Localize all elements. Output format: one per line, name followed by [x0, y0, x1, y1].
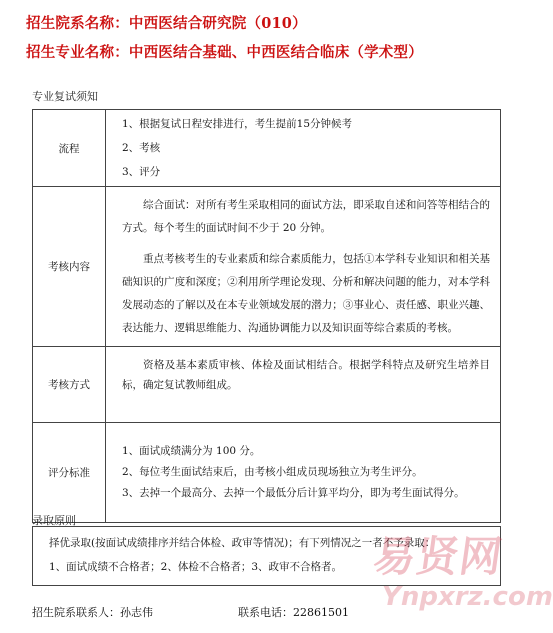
major-name: 招生专业名称：中西医结合基础、中西医结合临床（学术型）: [26, 44, 423, 61]
row-label: 评分标准: [33, 423, 106, 523]
table-row-method: [33, 347, 501, 423]
row-label: 流程: [33, 110, 106, 187]
scoring-rule-1: 1、面试成绩满分为 100 分。: [122, 445, 261, 457]
admission-exclusions: 1、面试成绩不合格者；2、体检不合格者；3、政审不合格者。: [49, 561, 343, 573]
table-row: [33, 527, 501, 586]
department-name: 招生院系名称：中西医结合研究院（010）: [26, 15, 307, 32]
table-row-scoring: [33, 423, 501, 523]
footer: [32, 604, 349, 620]
admission-table: [32, 526, 501, 586]
scoring-rule-3: 3、去掉一个最高分、去掉一个最低分后计算平均分，即为考生面试得分。: [122, 487, 465, 499]
row-label: 考核内容: [33, 187, 106, 347]
contact-person: 招生院系联系人：孙志伟: [32, 606, 153, 619]
process-step-2: 2、考核: [122, 142, 161, 154]
table-row-process: [33, 110, 501, 187]
content-paragraph-interview: 综合面试：对所有考生采取相同的面试方法，即采取自述和问答等相结合的方式。每个考生的面试时间不少于 20 分钟。: [122, 198, 490, 234]
process-step-1: 1、根据复试日程安排进行，考生提前15分钟候考: [122, 118, 353, 130]
watermark-url: Ynpxrz.com: [382, 582, 553, 612]
process-step-3: 3、评分: [122, 166, 161, 178]
review-notice-title: 专业复试须知: [32, 90, 98, 103]
content-paragraph-focus: 重点考核考生的专业素质和综合素质能力，包括①本学科专业知识和相关基础知识的广度和深度；②利用所学理论发现、分析和解决问题的能力，对本学科发展动态的了解以及在本专业领域发展的潜力；③事业心、责任感、职业兴趣、表达能力、逻辑思维能力、沟通协调能力以及知识面等综合素质的考核。: [122, 252, 490, 334]
table-row-content: [33, 187, 501, 347]
review-notice-table: [32, 109, 501, 523]
contact-phone: 联系电话：22861501: [238, 606, 349, 619]
watermark-text: 易贤网: [370, 532, 507, 581]
scoring-rule-2: 2、每位考生面试结束后，由考核小组成员现场独立为考生评分。: [122, 466, 423, 478]
admission-rule: 择优录取(按面试成绩排序并结合体检、政审等情况)；有下列情况之一者不予录取：: [49, 537, 436, 549]
admission-title: 录取原则: [32, 514, 76, 527]
method-paragraph: 资格及基本素质审核、体检及面试相结合。根据学科特点及研究生培养目标，确定复试教师组成。: [122, 359, 490, 391]
row-label: 考核方式: [33, 347, 106, 423]
